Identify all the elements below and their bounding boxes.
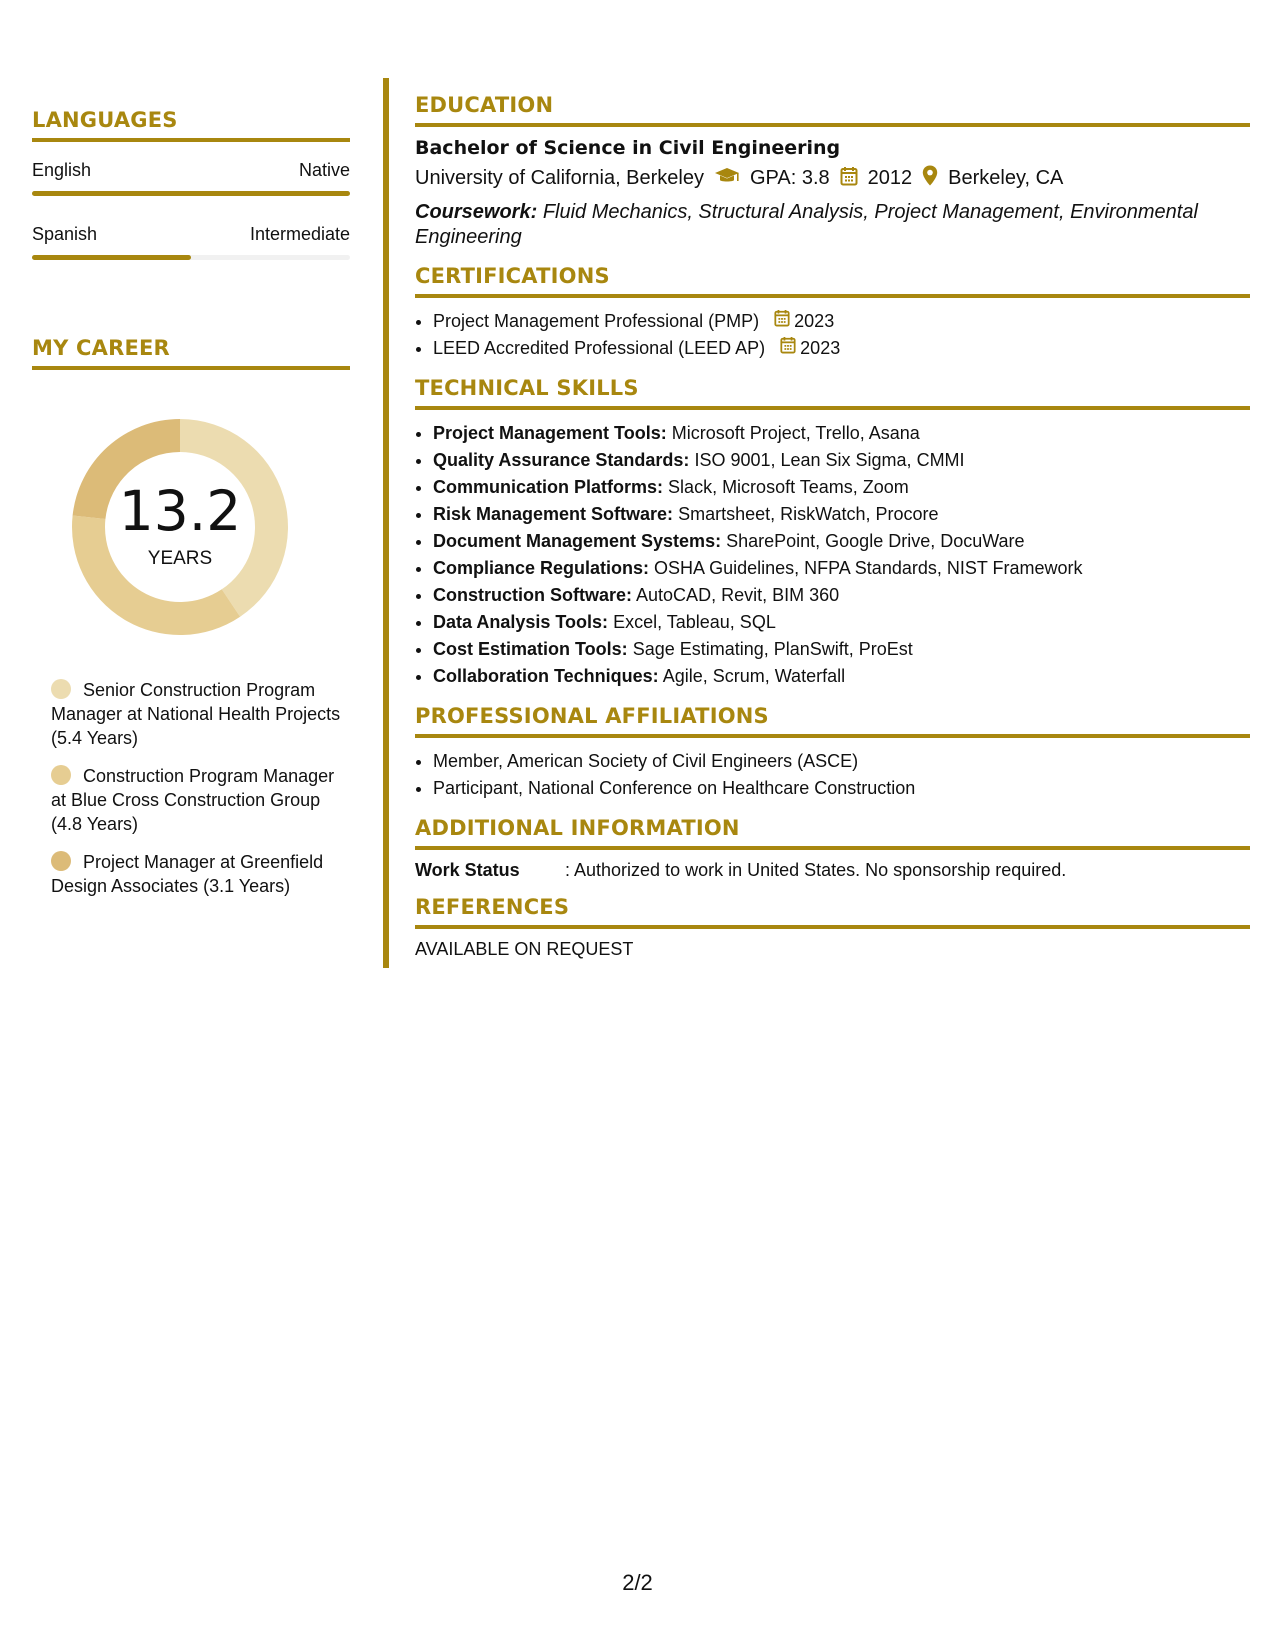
career-total-unit: YEARS xyxy=(147,548,213,569)
list-item xyxy=(433,420,1250,447)
references-text: AVAILABLE ON REQUEST xyxy=(415,939,634,959)
list-item xyxy=(433,447,1250,474)
page-number: 2/2 xyxy=(622,1570,653,1595)
language-proficiency-fill xyxy=(32,255,191,260)
coursework-label: Coursework: xyxy=(415,201,538,223)
list-item xyxy=(433,609,1250,636)
certifications-title: CERTIFICATIONS xyxy=(415,264,1250,298)
list-item: • Member, American Society of Civil Engineers (ASCE) xyxy=(433,748,1250,775)
education-section xyxy=(415,93,1250,250)
career-role-text: Construction Program Manager at Blue Cross Construction Group (4.8 Years) xyxy=(51,766,335,834)
calendar-icon xyxy=(840,166,858,192)
skill-label: Data Analysis Tools: xyxy=(433,612,609,632)
skill-value: Excel, Tableau, SQL xyxy=(613,612,776,632)
skill-label: Collaboration Techniques: xyxy=(433,666,659,686)
languages-title: LANGUAGES xyxy=(32,108,350,142)
language-item xyxy=(32,160,350,196)
career-title: MY CAREER xyxy=(32,336,350,370)
additional-info-title: ADDITIONAL INFORMATION xyxy=(415,816,1250,850)
list-item xyxy=(433,528,1250,555)
language-name: English xyxy=(32,160,92,180)
certifications-section xyxy=(415,264,1250,362)
skill-value: AutoCAD, Revit, BIM 360 xyxy=(636,585,840,605)
skill-value: Smartsheet, RiskWatch, Procore xyxy=(678,504,939,524)
legend-dot xyxy=(51,679,71,699)
right-column xyxy=(415,93,1250,974)
career-legend-item xyxy=(51,764,341,836)
list-item xyxy=(433,555,1250,582)
certification-name: LEED Accredited Professional (LEED AP) xyxy=(433,338,766,358)
skill-value: SharePoint, Google Drive, DocuWare xyxy=(726,531,1025,551)
affiliations-title: PROFESSIONAL AFFILIATIONS xyxy=(415,704,1250,738)
work-status-value: : Authorized to work in United States. No sponsorship required. xyxy=(565,860,1067,880)
school-location: Berkeley, CA xyxy=(948,167,1064,189)
certifications-list xyxy=(415,308,1250,362)
career-donut-chart xyxy=(65,412,295,642)
column-divider xyxy=(383,78,389,968)
location-pin-icon xyxy=(922,165,938,192)
career-role-text: Project Manager at Greenfield Design Associates (3.1 Years) xyxy=(51,852,324,896)
work-status-label: Work Status xyxy=(415,860,520,880)
education-meta xyxy=(415,165,1250,192)
additional-info-section xyxy=(415,816,1250,881)
skill-value: Microsoft Project, Trello, Asana xyxy=(671,423,920,443)
certification-name: Project Management Professional (PMP) xyxy=(433,311,760,331)
coursework xyxy=(415,200,1250,250)
skill-value: OSHA Guidelines, NFPA Standards, NIST Framework xyxy=(654,558,1083,578)
left-column xyxy=(32,108,350,912)
school-name: University of California, Berkeley xyxy=(415,167,704,189)
skills-section xyxy=(415,376,1250,690)
skill-label: Cost Estimation Tools: xyxy=(433,639,628,659)
skill-label: Communication Platforms: xyxy=(433,477,664,497)
affiliations-list xyxy=(415,748,1250,802)
references-section xyxy=(415,895,1250,960)
certification-year: 2023 xyxy=(794,311,835,331)
education-title: EDUCATION xyxy=(415,93,1250,127)
skill-label: Document Management Systems: xyxy=(433,531,722,551)
degree-name: Bachelor of Science in Civil Engineering xyxy=(415,137,841,159)
skills-list xyxy=(415,420,1250,690)
skill-value: Agile, Scrum, Waterfall xyxy=(662,666,846,686)
language-proficiency-bar xyxy=(32,191,350,196)
coursework-list: Fluid Mechanics, Structural Analysis, Project Management, Environmental Engineering xyxy=(415,201,1198,248)
list-item xyxy=(433,582,1250,609)
skill-value: ISO 9001, Lean Six Sigma, CMMI xyxy=(694,450,965,470)
list-item xyxy=(433,308,1250,335)
graduation-cap-icon xyxy=(714,167,740,191)
skill-label: Construction Software: xyxy=(433,585,633,605)
list-item xyxy=(433,335,1250,362)
list-item xyxy=(433,663,1250,690)
list-item: • Participant, National Conference on Healthcare Construction xyxy=(433,775,1250,802)
skill-value: Sage Estimating, PlanSwift, ProEst xyxy=(632,639,913,659)
language-proficiency-bar xyxy=(32,255,350,260)
affiliations-section xyxy=(415,704,1250,802)
list-item xyxy=(433,474,1250,501)
calendar-icon xyxy=(774,308,790,335)
skills-title: TECHNICAL SKILLS xyxy=(415,376,1250,410)
list-item xyxy=(433,636,1250,663)
career-role-text: Senior Construction Program Manager at National Health Projects (5.4 Years) xyxy=(51,680,341,748)
skill-label: Compliance Regulations: xyxy=(433,558,650,578)
legend-dot xyxy=(51,851,71,871)
language-level: Native xyxy=(298,160,350,180)
skill-label: Quality Assurance Standards: xyxy=(433,450,690,470)
skill-label: Risk Management Software: xyxy=(433,504,674,524)
gpa: GPA: 3.8 xyxy=(750,167,830,189)
references-title: REFERENCES xyxy=(415,895,1250,929)
skill-value: Slack, Microsoft Teams, Zoom xyxy=(668,477,909,497)
calendar-icon xyxy=(780,335,796,362)
language-proficiency-fill xyxy=(32,191,350,196)
certification-year: 2023 xyxy=(800,338,841,358)
language-item xyxy=(32,224,350,260)
career-total-years: 13.2 xyxy=(118,479,242,543)
career-legend-item xyxy=(51,678,341,750)
legend-dot xyxy=(51,765,71,785)
list-item xyxy=(433,501,1250,528)
skill-label: Project Management Tools: xyxy=(433,423,667,443)
work-status-row xyxy=(415,860,1250,881)
language-name: Spanish xyxy=(32,224,98,244)
graduation-year: 2012 xyxy=(867,167,913,189)
career-legend-item xyxy=(51,850,341,898)
language-level: Intermediate xyxy=(249,224,350,244)
career-legend xyxy=(51,678,341,898)
